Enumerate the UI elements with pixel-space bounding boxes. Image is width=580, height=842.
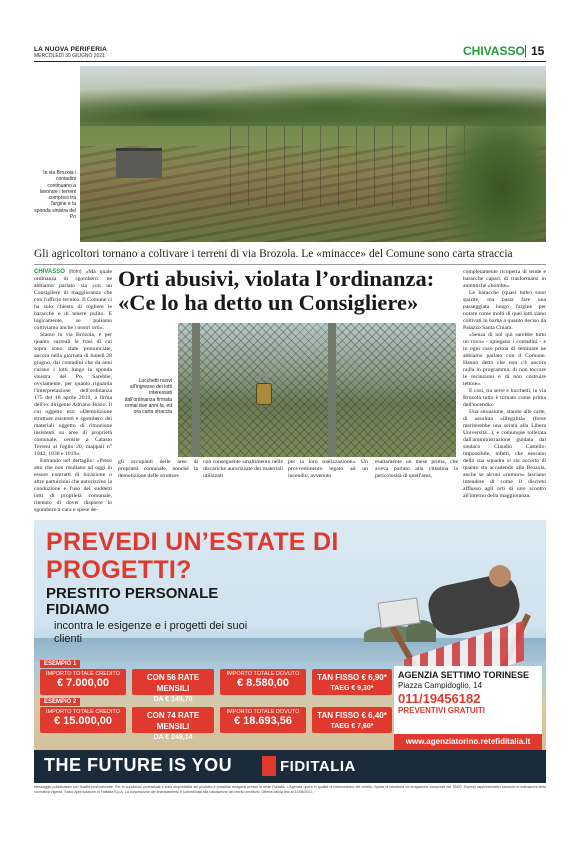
- agency-name: AGENZIA SETTIMO TORINESE: [398, 670, 530, 680]
- example-2-rates-info: [312, 707, 392, 733]
- fiditalia-advertisement[interactable]: [34, 520, 546, 783]
- paragraph: Entrando nel dettaglio: «Preso atto che non risultano ad oggi in essere contratti di locazione o altre pattuizioni che autorizzino la conduzione e l'uso dei suddetti lotti di proprietà comunale, ritenuto di dover disporre lo sgombero a cura e spese de-: [34, 458, 112, 513]
- article-column-left: [34, 269, 112, 514]
- ad-headline: PREVEDI UN’ESTATE DI PROGETTI?: [46, 528, 339, 584]
- due-value: € 18.693,56: [233, 715, 293, 727]
- article-column-bottom-1: gli occupanti delle aree di proprietà comunale, nonché la demolizione delle strutture: [118, 459, 198, 479]
- padlock-icon: [256, 383, 272, 405]
- free-quote-label: PREVENTIVI GRATUITI: [398, 706, 485, 715]
- tan-value: TAN FISSO € 6,40*: [317, 711, 387, 720]
- ad-legal-notice: Messaggio pubblicitario con finalità promozionale. Per le condizioni contrattuali e sulla disponibilità del prodotto è possibile rivolgersi presso la sede Fiditalia. L'Agenzia opera in qualità di intermediario del credito. Spese di istruttoria ed erogazione comprese nel TAEG. Esempi rappresentativi secondo le indicazioni della normativa vigente. Salvo approvazione di Fiditalia S.p.A. La concessione del finanziamento è subordinata alla valutazione del merito creditizio. Offerta valida fino al 31/08/2021.: [34, 785, 546, 794]
- ad-slogan: THE FUTURE IS YOU: [44, 755, 233, 775]
- rates-count: CON 56 RATE MENSILI: [146, 673, 200, 693]
- example-1-rates-info: [312, 669, 392, 695]
- photo-fence-post: [328, 323, 336, 457]
- article-column-bottom-4: esattamente un mese prima, che aveva portato alla cittadina la pericolosità di quell'area,: [375, 459, 458, 479]
- photo-bush: [436, 106, 546, 242]
- example-2-credit: [40, 707, 126, 733]
- article-kicker: Gli agricoltori tornano a coltivare i terreni di via Brozola. Le «minacce» del Comune sono carta straccia: [34, 248, 513, 260]
- header-rule: [34, 61, 546, 62]
- agency-phone[interactable]: 011/19456182: [398, 691, 481, 706]
- rates-amount: DA € 249,14: [153, 734, 193, 741]
- ad-tagline: incontra le esigenze e i progetti dei suoi clienti: [54, 620, 248, 645]
- photo-fence-net: [178, 323, 456, 457]
- paragraph: E così, tra serre e lucchetti, in via Brozola tutto è tornato come prima dell'incendio.: [463, 388, 546, 408]
- farmland-photo: [80, 66, 546, 242]
- tan-value: TAN FISSO € 6,90*: [317, 673, 387, 682]
- newspaper-name: LA NUOVA PERIFERIA: [34, 46, 108, 53]
- paragraph: «Ma quale ordinanza di sgombero: ne abbiamo parlato sia con un Consigliere di maggioranza che con l'ufficio tecnico. Il Comune ci ha solo chiesto di togliere le baracche e di tenere pulito. E logicamente, se puliamo coltiviamo anche i nostri orti».: [34, 269, 113, 331]
- ad-footer-bar: [34, 750, 546, 783]
- article-column-right: [463, 269, 546, 500]
- ad-product-name: PRESTITO PERSONALE FIDIAMO: [46, 585, 219, 618]
- paragraph: Siamo in via Brozola, e per quanto surreali le frasi di cui sopra sono state pronunciate, ancora nella giornata di lunedì 28 giugno, dai contadini che da anni curano i lotti lungo la sponda sinistra del Po. Sarebbe, ovviamente, per quanto riguarda l'interpretazione dell'ordinanza 175 del 18 aprile 2019, a firma dell'ex dirigente Adriano Bosio. Il cui oggetto era: «Demolizione strutture esistenti e sgombero dei materiali oggetto di rimozione insistenti su aree di proprietà comunale, censite a Catasto Terreni al foglio 20, mappali n° 1042, 1038 e 1019».: [34, 332, 112, 457]
- photo-poles: [230, 126, 470, 206]
- credit-label: IMPORTO TOTALE CREDITO: [46, 709, 120, 715]
- rates-amount: DA € 149,70: [153, 696, 193, 703]
- kicker-rule: [34, 264, 546, 265]
- laptop-icon: [377, 597, 420, 628]
- example-2-rates: [132, 707, 214, 741]
- page-number: 15: [531, 44, 545, 58]
- paragraph: Le baracche (quasi tutte) sono sparite, ma basta fare una passeggiata lungo l'argine per notare come molti di quei lotti siano coltivati in barba a quanto deciso da Palazzo Santa Chiara.: [463, 290, 546, 331]
- credit-value: € 15.000,00: [53, 715, 113, 727]
- example-2-due: [220, 707, 306, 733]
- person-head: [489, 565, 511, 587]
- padlock-photo: [178, 323, 456, 457]
- paragraph: completamente ricoperta di tende e baracche capaci di trasformarsi in autentiche «bombe».: [463, 269, 546, 289]
- example-1-credit: [40, 669, 126, 695]
- article-author-tag: (ltom): [68, 269, 82, 275]
- photo-hut: [116, 148, 162, 178]
- example-1-due: [220, 669, 306, 695]
- header-separator: [525, 45, 526, 57]
- fiditalia-logo-icon: [262, 756, 276, 776]
- agency-website-link[interactable]: www.agenziatorino.retefiditalia.it: [394, 734, 542, 750]
- agency-address: Piazza Campidoglio, 14: [398, 681, 483, 690]
- issue-date: MERCOLEDÌ 30 GIUGNO 2021: [34, 53, 105, 59]
- taeg-value: TAEG € 7,60*: [330, 723, 374, 730]
- example-2-label: ESEMPIO 2: [40, 698, 80, 706]
- fiditalia-brand: FIDITALIA: [280, 758, 356, 775]
- credit-value: € 7.000,00: [57, 677, 109, 689]
- top-photo-caption: In via Brozola i contadini continuano a lavorare i terreni compresi tra l'argine e la sponda sinistra del Po: [34, 170, 76, 221]
- credit-label: IMPORTO TOTALE CREDITO: [46, 671, 120, 677]
- paragraph: «Senza di noi qui sarebbe tutto un rovo» - spiegano i contadini - e in ogni caso prima di seminare ne abbiamo parlato con il Comune. Hanno detto che non c'è ancora nulla in programma, di non toccare le recinzioni e di non costruire tettoie».: [463, 332, 546, 387]
- due-value: € 8.580,00: [237, 677, 289, 689]
- due-label: IMPORTO TOTALE DOVUTO: [226, 671, 300, 677]
- due-label: IMPORTO TOTALE DOVUTO: [226, 709, 300, 715]
- example-1-rates: [132, 669, 214, 703]
- example-2-row: [40, 707, 392, 741]
- article-dateline: CHIVASSO: [34, 269, 65, 275]
- article-column-bottom-2: con conseguente smaltimento nelle discariche autorizzate dei materiali utilizzati: [203, 459, 283, 479]
- paragraph: Una situazione, stando alle carte, di assoluta «illegalità» (forse meriterebbe una serata alla Libera Università...), e comunque tollerata dall'amministrazione guidata dal sindaco Claudio Castello: impossibile, infatti, che nessuno della sua squadra si sia accorto di quanto sta accadendo alla Brozola, anche se alcuni «rumors» lasciano intendere di come il discreto afflusso agli orti di uno scontro all'interno della maggioranza.: [463, 409, 546, 499]
- article-headline: Orti abusivi, violata l’ordinanza: «Ce lo ha detto un Consigliere»: [118, 266, 435, 315]
- agency-box: [394, 666, 542, 750]
- article-column-bottom-3: per la loro realizzazione». Un provvedimento legato ad un incendio, avvenuto: [288, 459, 368, 479]
- rates-count: CON 74 RATE MENSILI: [146, 711, 200, 731]
- photo-fence-post: [192, 323, 200, 457]
- example-1-label: ESEMPIO 1: [40, 660, 80, 668]
- section-name: CHIVASSO: [463, 44, 525, 58]
- mid-photo-caption: Lucchetti nuovi all'ingresso dei lotti interessati dall'ordinanza firmata ormai due anni fa, ed ora carta straccia: [124, 378, 172, 416]
- taeg-value: TAEG € 9,30*: [330, 685, 374, 692]
